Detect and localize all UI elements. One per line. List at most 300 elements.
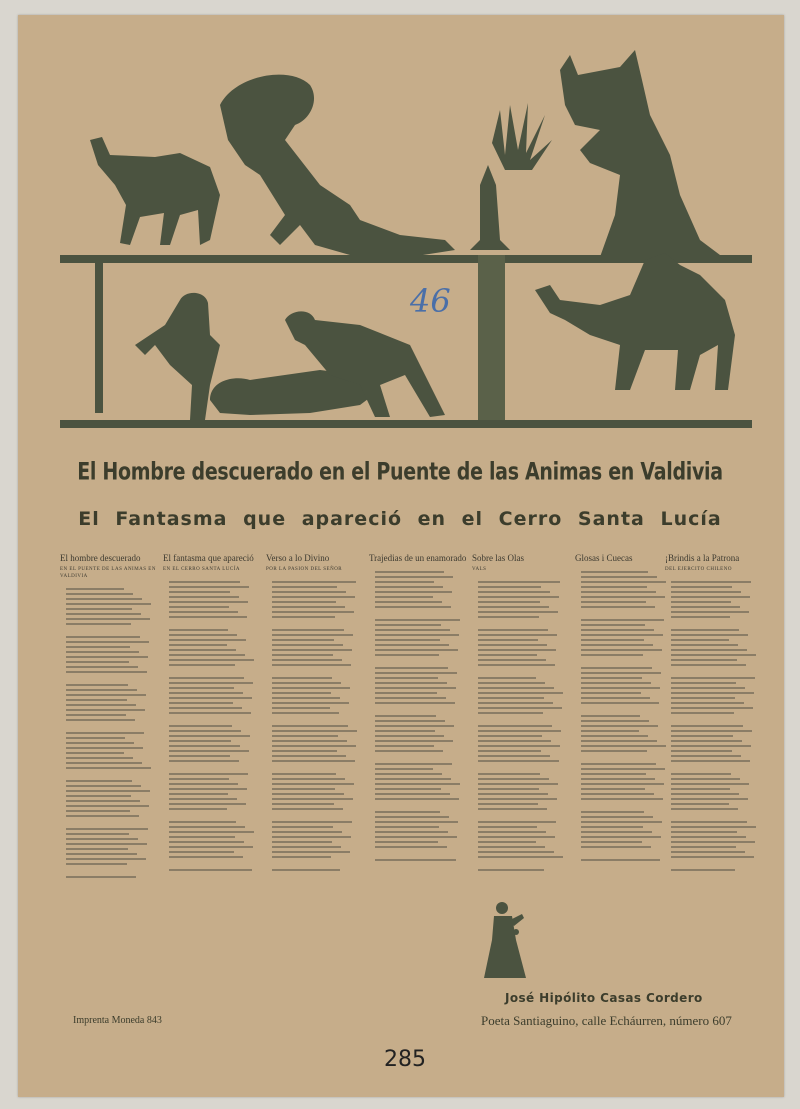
verse-line-stroke — [272, 750, 337, 752]
verse-line-stroke — [169, 677, 244, 679]
verse-line-stroke — [375, 692, 437, 694]
verse-column — [369, 553, 469, 963]
stanza-gap — [266, 669, 358, 675]
column-heading: El hombre descuerado — [60, 553, 141, 563]
verse-line-stroke — [581, 798, 663, 800]
verse-line-stroke — [375, 740, 453, 742]
verse-line-stroke — [272, 644, 343, 646]
verse-line-stroke — [169, 841, 244, 843]
verse-line-stroke — [66, 603, 151, 605]
verse-line-stroke — [478, 755, 550, 757]
verse-line-stroke — [671, 586, 732, 588]
verse-line-stroke — [272, 735, 338, 737]
verse-line-stroke — [169, 725, 232, 727]
verse-line-stroke — [66, 593, 133, 595]
verse-line-stroke — [478, 836, 555, 838]
verse-line-stroke — [375, 601, 442, 603]
verse-line-stroke — [272, 841, 332, 843]
verse-line-stroke — [671, 760, 750, 762]
verse-line-stroke — [66, 876, 136, 878]
verse-line-stroke — [671, 755, 741, 757]
verse-line-stroke — [478, 808, 547, 810]
verse-line-stroke — [478, 677, 536, 679]
verse-line-stroke — [671, 836, 746, 838]
verse-line-stroke — [375, 798, 459, 800]
stanza-gap — [369, 611, 461, 617]
verse-line-stroke — [272, 836, 351, 838]
verse-line-stroke — [66, 608, 132, 610]
verse-line-stroke — [478, 735, 542, 737]
verse-line-stroke — [581, 793, 654, 795]
verse-line-stroke — [478, 581, 560, 583]
verse-line-stroke — [478, 725, 552, 727]
verse-line-stroke — [375, 591, 452, 593]
verse-line-stroke — [272, 616, 335, 618]
stanza-gap — [575, 659, 667, 665]
verse-line-stroke — [169, 735, 250, 737]
stanza-gap — [472, 621, 564, 627]
verse-line-stroke — [375, 667, 448, 669]
verse-line-stroke — [169, 591, 230, 593]
stanza-gap — [266, 717, 358, 723]
verse-line-stroke — [66, 641, 149, 643]
verse-line-stroke — [375, 654, 439, 656]
verse-line-stroke — [581, 619, 664, 621]
stanza-gap — [369, 803, 461, 809]
verse-line-stroke — [671, 692, 754, 694]
verse-line-stroke — [272, 601, 336, 603]
verse-line-stroke — [478, 773, 540, 775]
verse-line-stroke — [581, 773, 646, 775]
verse-line-stroke — [66, 833, 129, 835]
verse-line-stroke — [272, 778, 345, 780]
stanza-gap — [665, 717, 757, 723]
verse-line-stroke — [478, 606, 549, 608]
verse-line-stroke — [581, 778, 655, 780]
verse-line-stroke — [375, 735, 444, 737]
stanza-gap — [665, 621, 757, 627]
chimney-icon — [478, 255, 505, 420]
stanza-gap — [163, 765, 255, 771]
verse-line-stroke — [66, 858, 146, 860]
verse-line-stroke — [671, 644, 738, 646]
verse-line-stroke — [671, 677, 755, 679]
ghost-monk-icon — [560, 50, 720, 257]
verse-line-stroke — [478, 687, 554, 689]
verse-line-stroke — [581, 591, 656, 593]
verse-line-stroke — [581, 836, 661, 838]
verse-line-stroke — [581, 725, 658, 727]
stanza-gap — [60, 628, 152, 634]
verse-line-stroke — [478, 821, 556, 823]
verse-line-stroke — [272, 659, 342, 661]
verse-line-stroke — [671, 745, 751, 747]
verse-line-stroke — [671, 649, 747, 651]
verse-line-stroke — [671, 730, 752, 732]
verse-line-stroke — [272, 697, 340, 699]
verse-line-stroke — [478, 654, 537, 656]
verse-line-stroke — [375, 649, 458, 651]
verse-line-stroke — [478, 586, 541, 588]
verse-line-stroke — [169, 755, 230, 757]
stanza-gap — [163, 669, 255, 675]
verse-line-stroke — [478, 803, 538, 805]
verse-line-stroke — [581, 768, 665, 770]
verse-line-stroke — [272, 725, 348, 727]
catalog-number: 285 — [384, 1047, 426, 1072]
verse-line-stroke — [66, 838, 138, 840]
illegible-verse-text — [575, 571, 667, 951]
verse-line-stroke — [272, 821, 352, 823]
verse-line-stroke — [375, 816, 449, 818]
column-heading: ¡Brindis a la Patrona — [665, 553, 740, 563]
verse-line-stroke — [272, 760, 355, 762]
verse-line-stroke — [478, 740, 551, 742]
verse-line-stroke — [66, 656, 148, 658]
verse-line-stroke — [66, 848, 128, 850]
verse-line-stroke — [478, 659, 546, 661]
verse-line-stroke — [671, 798, 748, 800]
verse-line-stroke — [66, 618, 150, 620]
verse-line-stroke — [478, 783, 558, 785]
verse-line-stroke — [272, 586, 337, 588]
stanza-gap — [665, 861, 757, 867]
verse-line-stroke — [671, 616, 730, 618]
verse-line-stroke — [169, 581, 240, 583]
verse-line-stroke — [478, 639, 538, 641]
verse-line-stroke — [272, 596, 355, 598]
verse-line-stroke — [272, 755, 346, 757]
verse-line-stroke — [169, 644, 227, 646]
verse-line-stroke — [66, 719, 135, 721]
verse-line-stroke — [66, 757, 133, 759]
verse-line-stroke — [375, 836, 457, 838]
verse-line-stroke — [169, 596, 239, 598]
verse-line-stroke — [581, 654, 643, 656]
verse-line-stroke — [169, 664, 235, 666]
sub-title: El Fantasma que apareció en el Cerro Santa Lucía — [78, 508, 722, 530]
illegible-verse-text — [665, 581, 757, 961]
verse-line-stroke — [581, 629, 654, 631]
verse-line-stroke — [581, 745, 666, 747]
verse-line-stroke — [169, 629, 228, 631]
verse-line-stroke — [478, 682, 545, 684]
man-with-hat-icon — [135, 293, 220, 420]
verse-line-stroke — [671, 869, 735, 871]
verse-line-stroke — [581, 639, 644, 641]
verse-line-stroke — [375, 821, 458, 823]
verse-line-stroke — [375, 725, 454, 727]
verse-line-stroke — [66, 785, 141, 787]
verse-line-stroke — [169, 707, 242, 709]
verse-line-stroke — [375, 677, 438, 679]
verse-line-stroke — [375, 859, 456, 861]
illegible-verse-text — [60, 588, 152, 963]
dancing-couple-engraving-icon — [480, 900, 530, 984]
verse-line-stroke — [169, 846, 253, 848]
verse-line-stroke — [66, 790, 150, 792]
verse-line-stroke — [169, 869, 252, 871]
verse-line-stroke — [272, 654, 333, 656]
verse-line-stroke — [375, 763, 452, 765]
verse-line-stroke — [671, 793, 739, 795]
verse-line-stroke — [581, 692, 641, 694]
column-heading: Trajedias de un enamorado — [369, 553, 467, 563]
verse-line-stroke — [671, 581, 751, 583]
verse-line-stroke — [478, 851, 554, 853]
column-subheading: VALS — [472, 567, 487, 572]
verse-line-stroke — [671, 851, 745, 853]
verse-column — [266, 553, 366, 963]
bottom-ground-line — [60, 420, 752, 428]
verse-line-stroke — [671, 856, 754, 858]
verse-line-stroke — [671, 702, 744, 704]
verse-line-stroke — [671, 697, 735, 699]
verse-line-stroke — [671, 740, 742, 742]
verse-line-stroke — [375, 619, 460, 621]
verse-line-stroke — [169, 586, 249, 588]
verse-line-stroke — [272, 692, 331, 694]
verse-line-stroke — [66, 752, 124, 754]
column-subheading: EN EL PUENTE DE LAS ANIMAS EN VALDIVIA — [60, 567, 156, 579]
verse-line-stroke — [478, 634, 557, 636]
stanza-gap — [665, 765, 757, 771]
verse-line-stroke — [671, 707, 753, 709]
main-title: El Hombre descuerado en el Puente de las Animas en Valdivia — [77, 458, 723, 486]
stanza-gap — [369, 851, 461, 857]
verse-line-stroke — [375, 702, 455, 704]
verse-line-stroke — [66, 810, 130, 812]
verse-line-stroke — [375, 846, 447, 848]
verse-line-stroke — [671, 687, 745, 689]
verse-line-stroke — [478, 798, 557, 800]
verse-line-stroke — [272, 773, 336, 775]
verse-line-stroke — [375, 745, 434, 747]
verse-line-stroke — [272, 634, 353, 636]
verse-line-stroke — [272, 869, 340, 871]
verse-line-stroke — [375, 730, 435, 732]
horse-icon — [90, 137, 220, 245]
verse-line-stroke — [671, 773, 731, 775]
stanza-gap — [60, 868, 152, 874]
stanza-gap — [665, 669, 757, 675]
verse-line-stroke — [66, 863, 127, 865]
stanza-gap — [575, 611, 667, 617]
verse-line-stroke — [169, 682, 253, 684]
verse-line-stroke — [169, 826, 245, 828]
stanza-gap — [575, 851, 667, 857]
verse-line-stroke — [169, 601, 248, 603]
verse-line-stroke — [375, 788, 441, 790]
verse-line-stroke — [671, 634, 748, 636]
verse-line-stroke — [272, 846, 341, 848]
verse-columns — [60, 553, 770, 963]
verse-line-stroke — [169, 634, 237, 636]
verse-line-stroke — [272, 808, 343, 810]
verse-line-stroke — [671, 808, 738, 810]
verse-line-stroke — [375, 768, 433, 770]
verse-line-stroke — [272, 803, 334, 805]
verse-line-stroke — [375, 639, 440, 641]
stanza-gap — [575, 803, 667, 809]
verse-line-stroke — [671, 788, 730, 790]
palm-branch-icon — [492, 103, 552, 170]
verse-line-stroke — [478, 692, 563, 694]
verse-line-stroke — [66, 747, 143, 749]
woodcut-illustration — [60, 45, 752, 445]
verse-line-stroke — [272, 639, 334, 641]
verse-line-stroke — [66, 666, 138, 668]
verse-line-stroke — [671, 841, 755, 843]
verse-line-stroke — [272, 591, 346, 593]
verse-line-stroke — [169, 712, 251, 714]
verse-line-stroke — [478, 707, 562, 709]
verse-line-stroke — [169, 687, 234, 689]
verse-line-stroke — [66, 661, 129, 663]
verse-line-stroke — [169, 659, 254, 661]
verse-line-stroke — [169, 692, 243, 694]
verse-line-stroke — [581, 624, 645, 626]
author-address: Poeta Santiaguino, calle Echáurren, número 607 — [481, 1013, 732, 1028]
column-subheading: POR LA PASION DEL SEÑOR — [266, 567, 343, 572]
verse-line-stroke — [581, 821, 662, 823]
verse-line-stroke — [272, 788, 335, 790]
verse-line-stroke — [169, 783, 238, 785]
verse-line-stroke — [581, 816, 653, 818]
verse-line-stroke — [478, 730, 561, 732]
verse-line-stroke — [66, 815, 139, 817]
verse-line-stroke — [478, 745, 560, 747]
verse-line-stroke — [66, 737, 125, 739]
illegible-verse-text — [163, 581, 255, 961]
column-subheading: EN EL CERRO SANTA LUCÍA — [163, 567, 241, 572]
verse-line-stroke — [375, 624, 441, 626]
verse-line-stroke — [478, 778, 549, 780]
verse-line-stroke — [375, 811, 440, 813]
verse-column — [575, 553, 675, 963]
verse-line-stroke — [272, 740, 347, 742]
verse-line-stroke — [272, 629, 344, 631]
column-heading: Verso a lo Divino — [266, 553, 330, 563]
verse-line-stroke — [478, 644, 547, 646]
verse-line-stroke — [169, 773, 248, 775]
verse-line-stroke — [66, 853, 137, 855]
verse-line-stroke — [272, 730, 357, 732]
verse-line-stroke — [375, 826, 439, 828]
verse-line-stroke — [66, 795, 131, 797]
verse-line-stroke — [66, 709, 145, 711]
verse-line-stroke — [671, 682, 736, 684]
verse-line-stroke — [671, 639, 729, 641]
verse-line-stroke — [169, 793, 228, 795]
verse-line-stroke — [581, 697, 650, 699]
verse-line-stroke — [66, 636, 140, 638]
verse-line-stroke — [671, 712, 734, 714]
verse-line-stroke — [581, 586, 647, 588]
verse-line-stroke — [581, 811, 644, 813]
verse-line-stroke — [169, 836, 235, 838]
stanza-gap — [60, 676, 152, 682]
verse-line-stroke — [581, 715, 640, 717]
column-heading: Glosas i Cuecas — [575, 553, 633, 563]
verse-line-stroke — [66, 843, 147, 845]
verse-line-stroke — [478, 869, 544, 871]
verse-line-stroke — [671, 606, 740, 608]
verse-line-stroke — [478, 702, 553, 704]
verse-line-stroke — [272, 606, 345, 608]
verse-line-stroke — [169, 702, 233, 704]
verse-line-stroke — [169, 798, 237, 800]
verse-line-stroke — [169, 831, 254, 833]
verse-line-stroke — [581, 763, 656, 765]
verse-line-stroke — [375, 687, 456, 689]
illegible-verse-text — [369, 571, 461, 951]
stanza-gap — [369, 755, 461, 761]
verse-line-stroke — [581, 601, 646, 603]
verse-line-stroke — [272, 712, 339, 714]
verse-line-stroke — [169, 654, 245, 656]
verse-line-stroke — [581, 730, 639, 732]
verse-line-stroke — [478, 831, 546, 833]
verse-line-stroke — [671, 601, 731, 603]
verse-line-stroke — [581, 649, 662, 651]
verse-line-stroke — [169, 851, 234, 853]
stanza-gap — [266, 861, 358, 867]
verse-line-stroke — [66, 805, 149, 807]
verse-column — [60, 553, 160, 963]
verse-line-stroke — [375, 793, 450, 795]
verse-line-stroke — [581, 826, 643, 828]
verse-line-stroke — [272, 702, 349, 704]
verse-line-stroke — [671, 821, 747, 823]
verse-line-stroke — [169, 730, 241, 732]
stanza-gap — [472, 669, 564, 675]
verse-line-stroke — [272, 831, 342, 833]
verse-line-stroke — [581, 634, 663, 636]
verse-line-stroke — [671, 735, 733, 737]
verse-line-stroke — [272, 664, 351, 666]
verse-line-stroke — [375, 672, 457, 674]
verse-line-stroke — [272, 581, 356, 583]
verse-line-stroke — [169, 616, 247, 618]
verse-line-stroke — [375, 778, 451, 780]
verse-line-stroke — [478, 788, 539, 790]
verse-line-stroke — [169, 745, 240, 747]
verse-line-stroke — [478, 596, 559, 598]
soldier-figure-icon — [220, 75, 455, 257]
stanza-gap — [575, 707, 667, 713]
verse-line-stroke — [169, 639, 246, 641]
verse-line-stroke — [478, 601, 540, 603]
verse-line-stroke — [272, 851, 350, 853]
verse-line-stroke — [66, 646, 130, 648]
stanza-gap — [266, 765, 358, 771]
rider-horse-icon — [535, 253, 735, 390]
stanza-gap — [60, 772, 152, 778]
verse-line-stroke — [272, 682, 341, 684]
verse-line-stroke — [272, 826, 333, 828]
verse-line-stroke — [581, 735, 648, 737]
verse-line-stroke — [66, 623, 131, 625]
verse-line-stroke — [671, 826, 756, 828]
verse-line-stroke — [478, 760, 559, 762]
verse-line-stroke — [66, 714, 126, 716]
verse-line-stroke — [66, 684, 128, 686]
verse-line-stroke — [272, 611, 354, 613]
verse-line-stroke — [272, 687, 350, 689]
verse-line-stroke — [671, 629, 739, 631]
verse-line-stroke — [66, 704, 136, 706]
